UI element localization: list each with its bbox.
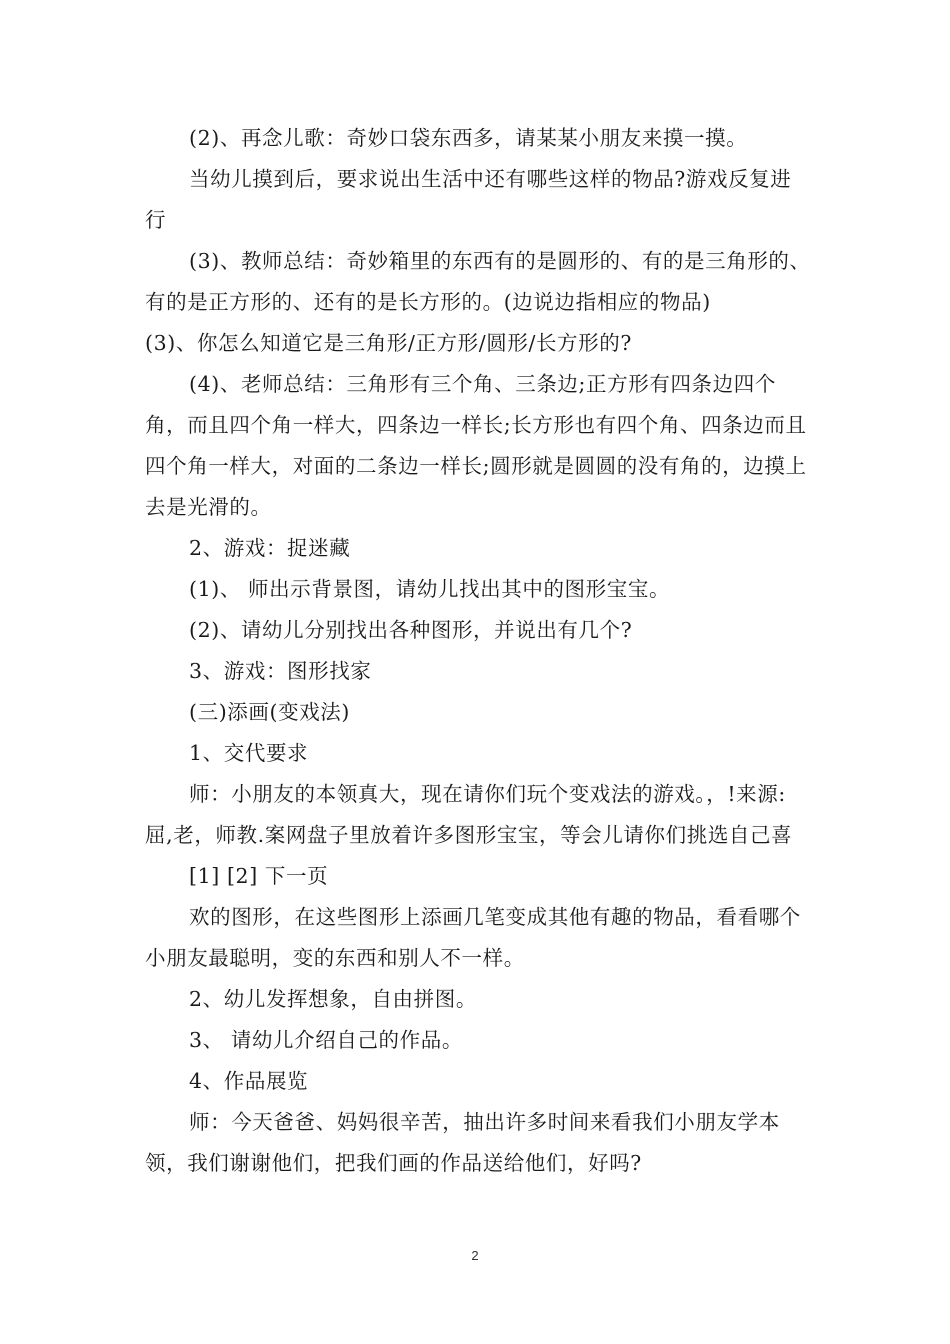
paragraph-exhibition: 4、作品展览 <box>189 1069 309 1093</box>
paragraph-magic-game: 师：小朋友的本领真大，现在请你们玩个变戏法的游戏。，!来源:屈,老，师教.案网盘子里放着许多图形宝宝，等会儿请你们挑选自己喜 <box>145 782 793 847</box>
paragraph-background-image: (1)、 师出示背景图，请幼儿找出其中的图形宝宝。 <box>189 577 671 601</box>
paragraph-section-drawing: (三)添画(变戏法) <box>189 700 350 724</box>
paragraph-recite-rhyme: (2)、再念儿歌：奇妙口袋东西多，请某某小朋友来摸一摸。 <box>189 126 748 150</box>
paragraph-how-know: (3)、你怎么知道它是三角形/正方形/圆形/长方形的? <box>145 331 632 355</box>
paragraph-imagination: 2、幼儿发挥想象，自由拼图。 <box>189 987 477 1011</box>
paragraph-game-shape-home: 3、游戏：图形找家 <box>189 659 372 683</box>
paragraph-find-shapes: (2)、请幼儿分别找出各种图形，并说出有几个? <box>189 618 633 642</box>
pagination-links[interactable]: [1] [2] 下一页 <box>189 864 329 888</box>
paragraph-add-drawing: 欢的图形，在这些图形上添画几笔变成其他有趣的物品，看看哪个小朋友最聪明，变的东西和别人不一样。 <box>145 905 801 970</box>
paragraph-requirements: 1、交代要求 <box>189 741 309 765</box>
page-number: 2 <box>471 1248 479 1263</box>
document-body <box>145 118 811 1184</box>
paragraph-teacher-summary: (3)、教师总结：奇妙箱里的东西有的是圆形的、有的是三角形的、有的是正方形的、还有的是长方形的。(边说边指相应的物品) <box>145 249 811 314</box>
paragraph-introduce-work: 3、 请幼儿介绍自己的作品。 <box>189 1028 463 1052</box>
paragraph-thank-parents: 师：今天爸爸、妈妈很辛苦，抽出许多时间来看我们小朋友学本领，我们谢谢他们，把我们画的作品送给他们，好吗? <box>145 1110 780 1175</box>
paragraph-child-touch: 当幼儿摸到后，要求说出生活中还有哪些这样的物品?游戏反复进行 <box>145 167 792 232</box>
paragraph-game-hide-seek: 2、游戏：捉迷藏 <box>189 536 351 560</box>
paragraph-shape-summary: (4)、老师总结：三角形有三个角、三条边;正方形有四条边四个角，而且四个角一样大，四条边一样长;长方形也有四个角、四条边而且四个角一样大，对面的二条边一样长;圆形就是圆圆的没有角的，边摸上去是光滑的。 <box>145 372 807 519</box>
